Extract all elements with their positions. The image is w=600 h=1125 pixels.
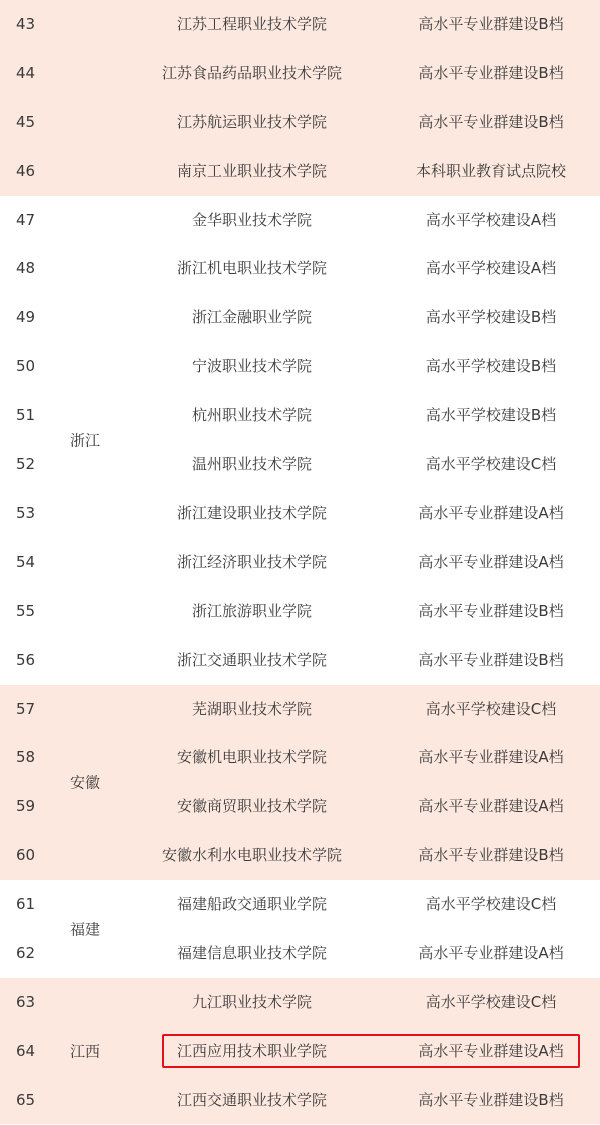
school-name: 江西应用技术职业学院 [176, 1041, 327, 1060]
row-number: 45 [16, 112, 36, 131]
row-number: 59 [16, 797, 36, 816]
school-name: 浙江建设职业技术学院 [176, 503, 327, 522]
table-row [0, 978, 600, 1027]
school-name: 芜湖职业技术学院 [191, 699, 312, 718]
table-row [0, 147, 600, 196]
row-number: 62 [16, 944, 36, 963]
category: 本科职业教育试点院校 [415, 161, 566, 180]
category: 高水平专业群建设A档 [418, 944, 564, 963]
row-number: 46 [16, 161, 36, 180]
category: 高水平学校建设B档 [425, 308, 557, 327]
table-row [0, 782, 600, 831]
table-row [0, 685, 600, 734]
row-number: 65 [16, 1090, 36, 1109]
row-number: 64 [16, 1041, 36, 1060]
category: 高水平专业群建设B档 [418, 601, 564, 620]
table-row [0, 733, 600, 782]
row-number: 60 [16, 846, 36, 865]
table-row [0, 342, 600, 391]
table-row [0, 293, 600, 342]
row-number: 61 [16, 895, 36, 914]
table-row [0, 244, 600, 293]
school-name: 杭州职业技术学院 [191, 406, 312, 425]
school-name: 浙江金融职业学院 [191, 308, 312, 327]
table-row [0, 49, 600, 98]
row-number: 49 [16, 308, 36, 327]
table-row [0, 440, 600, 489]
category: 高水平专业群建设B档 [418, 650, 564, 669]
school-name: 浙江交通职业技术学院 [176, 650, 327, 669]
school-name: 浙江机电职业技术学院 [176, 259, 327, 278]
school-name: 江苏工程职业技术学院 [176, 15, 327, 33]
category: 高水平学校建设B档 [425, 406, 557, 425]
category: 高水平学校建设C档 [425, 992, 557, 1011]
row-number: 50 [16, 357, 36, 376]
school-name: 浙江旅游职业学院 [191, 601, 312, 620]
category: 高水平学校建设C档 [425, 699, 557, 718]
school-name: 温州职业技术学院 [191, 455, 312, 474]
category: 高水平专业群建设A档 [418, 797, 564, 816]
school-name: 浙江经济职业技术学院 [176, 552, 327, 571]
row-number: 57 [16, 699, 36, 718]
row-number: 63 [16, 992, 36, 1011]
school-name: 福建信息职业技术学院 [176, 944, 327, 963]
table-row [0, 1076, 600, 1125]
category: 高水平专业群建设B档 [418, 63, 564, 82]
row-number: 48 [16, 259, 36, 278]
row-number: 51 [16, 406, 36, 425]
province-group-anhui [0, 685, 600, 881]
category: 高水平学校建设B档 [425, 357, 557, 376]
row-number: 54 [16, 552, 36, 571]
school-name: 安徽机电职业技术学院 [176, 748, 327, 767]
school-name: 九江职业技术学院 [191, 992, 312, 1011]
province-group-jiangxi [0, 978, 600, 1124]
province-label: 江西 [70, 1042, 101, 1061]
school-name: 金华职业技术学院 [191, 210, 312, 229]
row-number: 52 [16, 455, 36, 474]
category: 高水平学校建设A档 [425, 259, 557, 278]
table-row [0, 196, 600, 245]
table-row [0, 538, 600, 587]
table-row [0, 98, 600, 147]
school-name: 安徽水利水电职业技术学院 [161, 846, 342, 865]
category: 高水平专业群建设B档 [418, 15, 564, 33]
table-row [0, 636, 600, 685]
province-label: 福建 [70, 920, 101, 939]
school-name: 江苏食品药品职业技术学院 [161, 63, 342, 82]
table-row-highlighted [0, 1027, 600, 1076]
category: 高水平学校建设A档 [425, 210, 557, 229]
school-name: 江西交通职业技术学院 [176, 1090, 327, 1109]
row-number: 44 [16, 63, 36, 82]
row-number: 55 [16, 601, 36, 620]
category: 高水平专业群建设B档 [418, 846, 564, 865]
category: 高水平专业群建设A档 [418, 552, 564, 571]
table-row [0, 0, 600, 49]
province-label: 安徽 [70, 773, 101, 792]
row-number: 53 [16, 503, 36, 522]
province-group-zhejiang [0, 196, 600, 685]
table-row [0, 929, 600, 978]
province-label: 浙江 [70, 431, 101, 450]
school-name: 安徽商贸职业技术学院 [176, 797, 327, 816]
category: 高水平专业群建设A档 [418, 1041, 564, 1060]
table-row [0, 880, 600, 929]
school-name: 福建船政交通职业学院 [176, 895, 327, 914]
category: 高水平专业群建设A档 [418, 503, 564, 522]
category: 高水平学校建设C档 [425, 895, 557, 914]
province-group-jiangsu [0, 0, 600, 196]
row-number: 58 [16, 748, 36, 767]
table-row [0, 587, 600, 636]
school-name: 宁波职业技术学院 [191, 357, 312, 376]
category: 高水平学校建设C档 [425, 455, 557, 474]
table-row [0, 489, 600, 538]
school-name: 南京工业职业技术学院 [176, 161, 327, 180]
row-number: 56 [16, 650, 36, 669]
row-number: 43 [16, 15, 36, 33]
school-name: 江苏航运职业技术学院 [176, 112, 327, 131]
table-row [0, 831, 600, 880]
row-number: 47 [16, 210, 36, 229]
province-group-fujian [0, 880, 600, 978]
category: 高水平专业群建设B档 [418, 1090, 564, 1109]
category: 高水平专业群建设A档 [418, 748, 564, 767]
table-row [0, 391, 600, 440]
category: 高水平专业群建设B档 [418, 112, 564, 131]
